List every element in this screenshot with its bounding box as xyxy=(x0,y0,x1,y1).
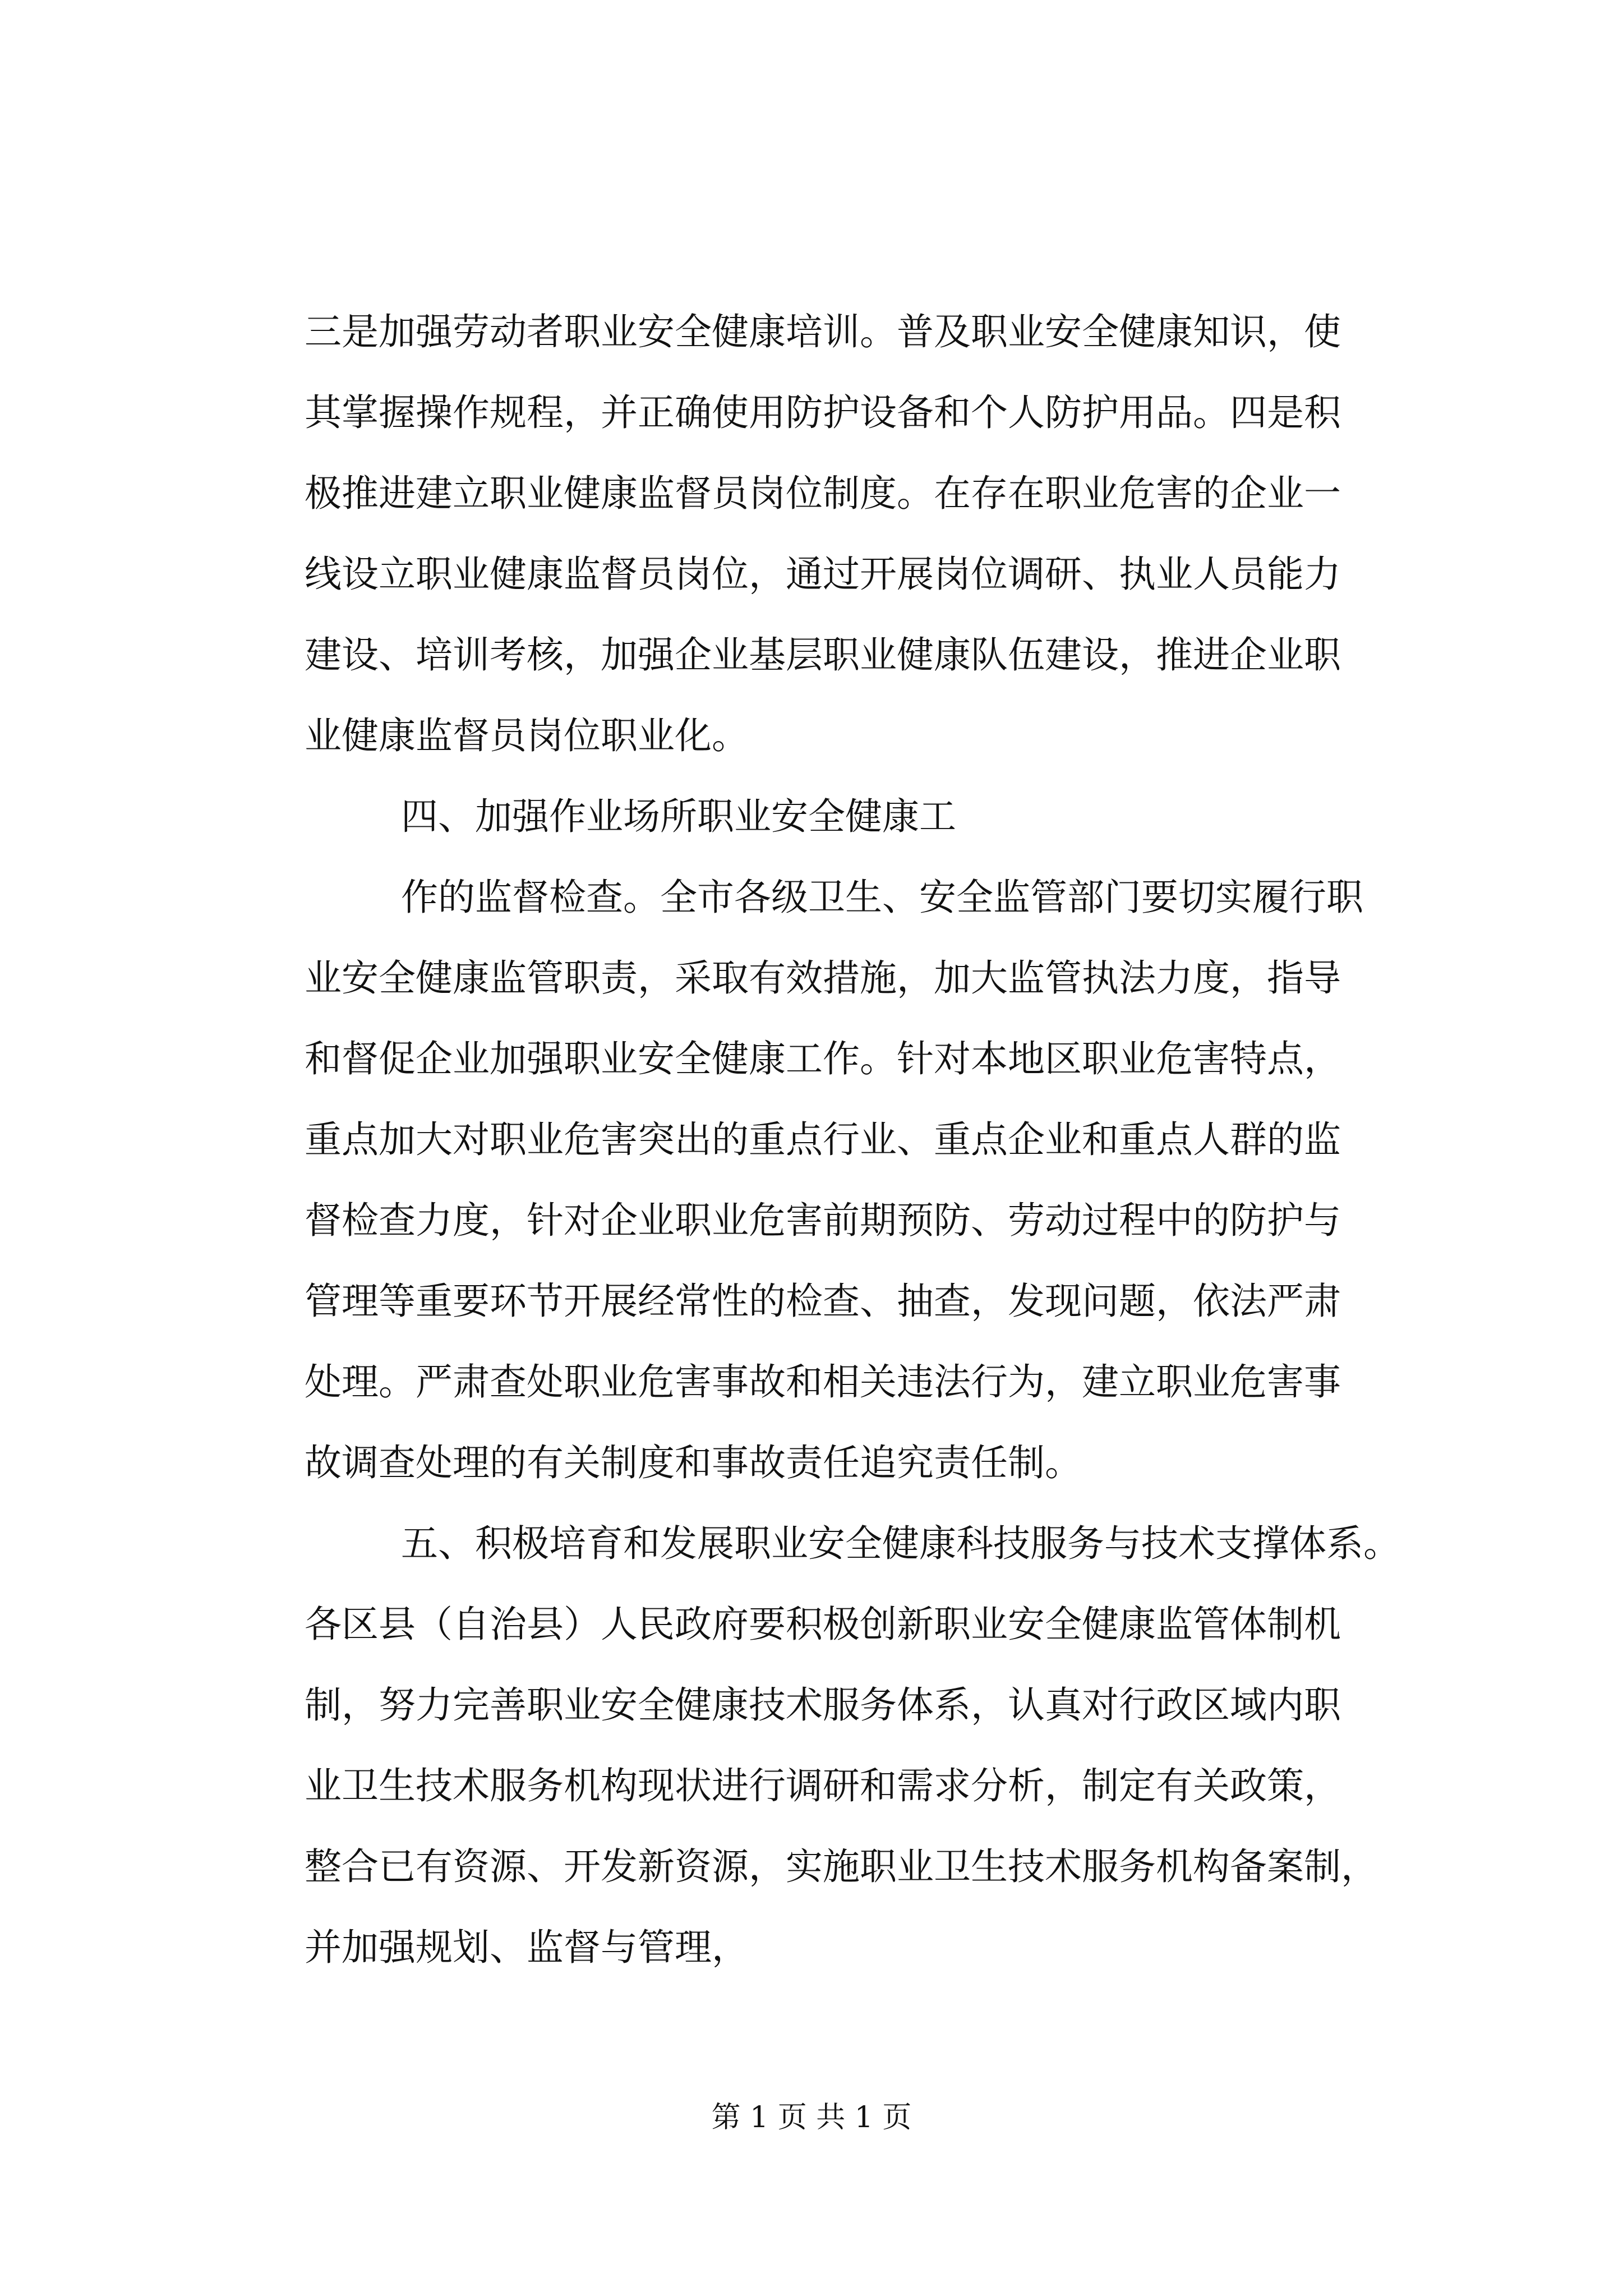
text-line: 督检查力度，针对企业职业危害前期预防、劳动过程中的防护与 xyxy=(305,1199,1341,1242)
text-line: 整合已有资源、开发新资源，实施职业卫生技术服务机构备案制， xyxy=(305,1845,1378,1888)
text-line: 线设立职业健康监督员岗位，通过开展岗位调研、执业人员能力 xyxy=(305,553,1341,596)
text-line: 业安全健康监管职责，采取有效措施，加大监管执法力度，指导 xyxy=(305,956,1341,1000)
page-footer xyxy=(0,2098,1623,2137)
section-heading: 五、积极培育和发展职业安全健康科技服务与技术支撑体系。 xyxy=(401,1522,1400,1565)
text-line: 建设、培训考核，加强企业基层职业健康队伍建设，推进企业职 xyxy=(305,633,1341,677)
text-line: 和督促企业加强职业安全健康工作。针对本地区职业危害特点， xyxy=(305,1037,1341,1080)
body-text xyxy=(305,292,1423,1988)
text-line: 故调查处理的有关制度和事故责任追究责任制。 xyxy=(305,1441,1082,1484)
text-line: 各区县（自治县）人民政府要积极创新职业安全健康监管体制机 xyxy=(305,1603,1341,1646)
text-line: 处理。严肃查处职业危害事故和相关违法行为，建立职业危害事 xyxy=(305,1360,1341,1404)
text-line: 业卫生技术服务机构现状进行调研和需求分析，制定有关政策， xyxy=(305,1764,1341,1807)
section-heading: 四、加强作业场所职业安全健康工 xyxy=(401,795,956,838)
text-line: 极推进建立职业健康监督员岗位制度。在存在职业危害的企业一 xyxy=(305,472,1341,515)
text-line: 并加强规划、监督与管理， xyxy=(305,1926,749,1969)
text-line: 作的监督检查。全市各级卫生、安全监管部门要切实履行职 xyxy=(401,876,1363,919)
text-line: 管理等重要环节开展经常性的检查、抽查，发现问题，依法严肃 xyxy=(305,1280,1341,1323)
page-number: 第 1 页 共 1 页 xyxy=(711,2101,912,2134)
text-line: 其掌握操作规程，并正确使用防护设备和个人防护用品。四是积 xyxy=(305,391,1341,434)
text-line: 三是加强劳动者职业安全健康培训。普及职业安全健康知识，使 xyxy=(305,310,1341,353)
text-line: 制，努力完善职业安全健康技术服务体系，认真对行政区域内职 xyxy=(305,1683,1341,1727)
text-line: 重点加大对职业危害突出的重点行业、重点企业和重点人群的监 xyxy=(305,1118,1341,1161)
text-line: 业健康监督员岗位职业化。 xyxy=(305,714,749,757)
